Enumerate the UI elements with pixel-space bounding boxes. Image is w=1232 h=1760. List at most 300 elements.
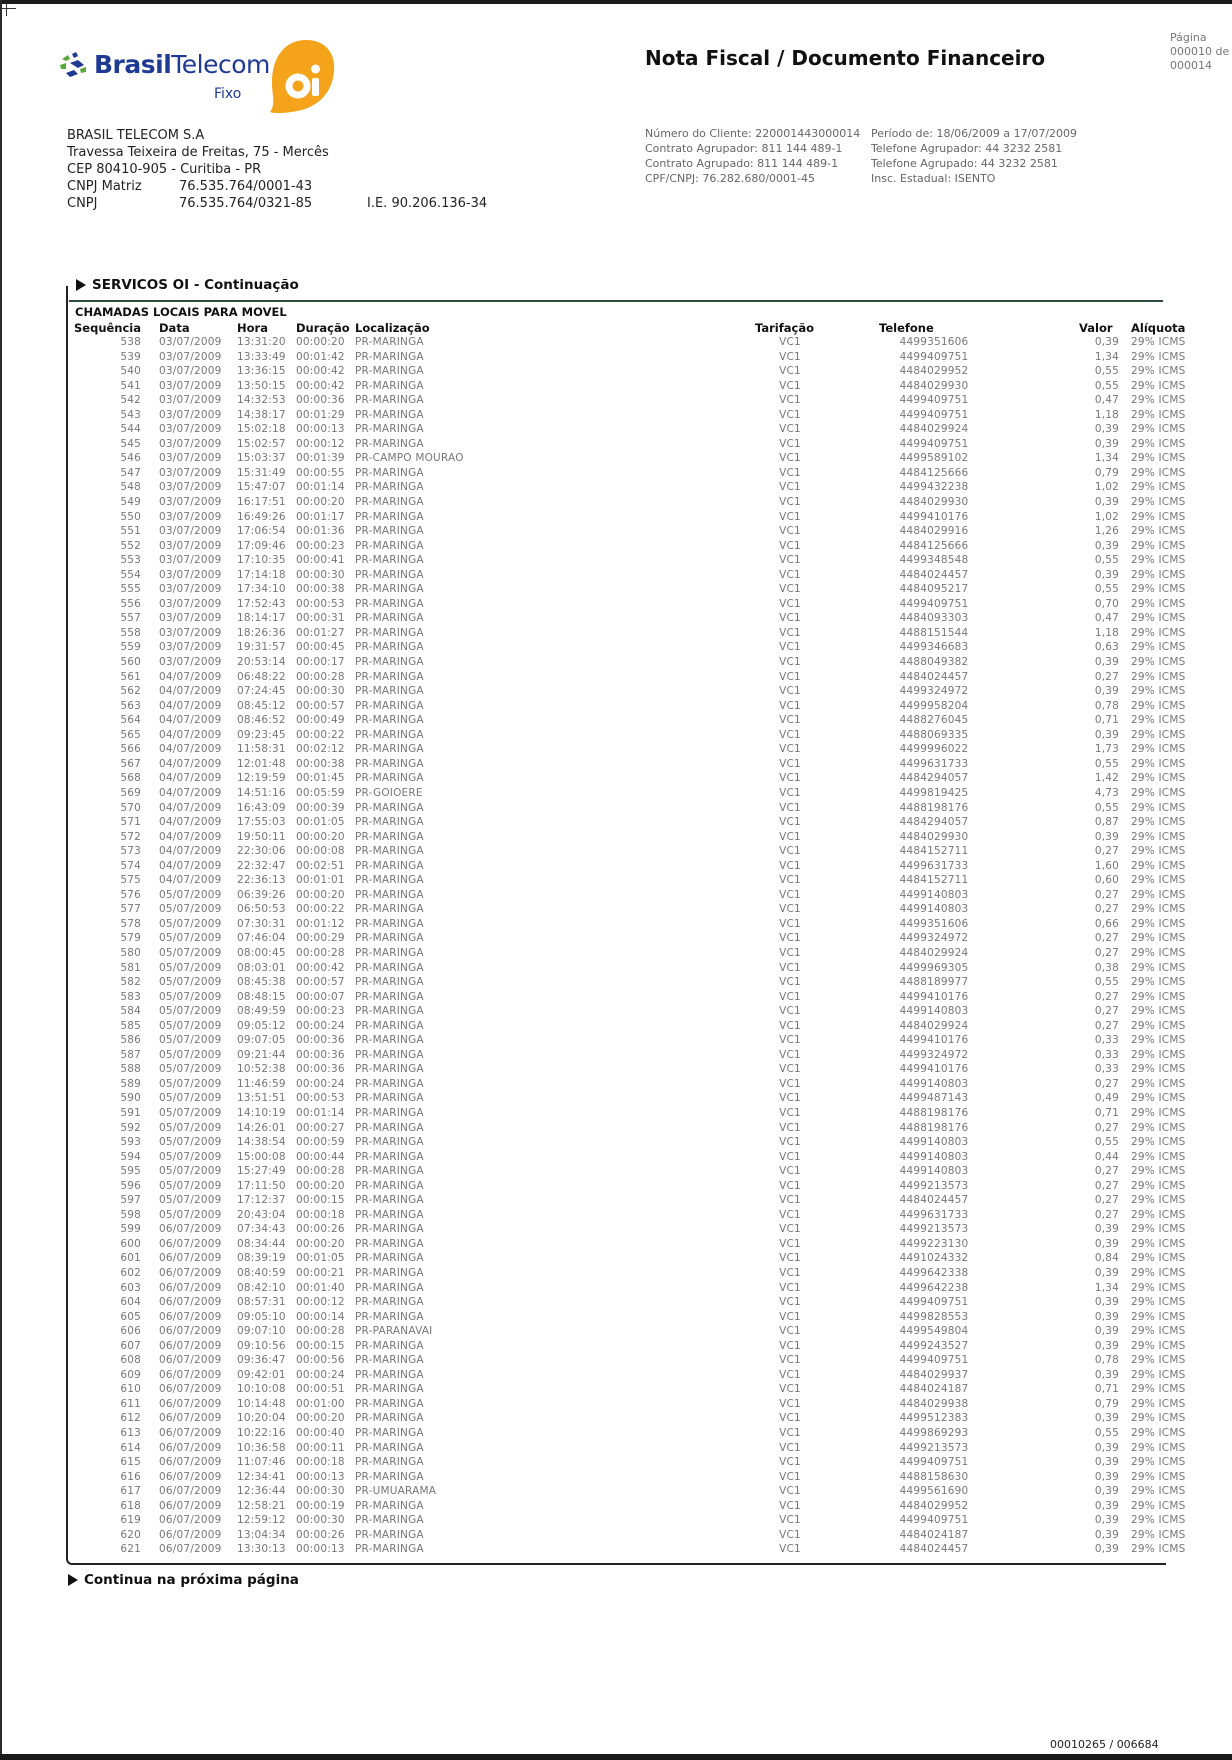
table-row bbox=[74, 582, 1201, 597]
cell-telefone: 4499631733 bbox=[899, 1208, 969, 1221]
cell-data: 03/07/2009 bbox=[159, 641, 222, 654]
cell-hora: 09:21:44 bbox=[237, 1048, 286, 1061]
cell-hora: 09:10:56 bbox=[237, 1339, 286, 1352]
cell-telefone: 4499140803 bbox=[899, 888, 969, 901]
cell-duracao: 00:01:36 bbox=[296, 525, 345, 538]
cell-duracao: 00:00:07 bbox=[296, 990, 345, 1003]
billing-period: Período de: 18/06/2009 a 17/07/2009 bbox=[871, 127, 1078, 140]
cell-aliquota: 29% ICMS bbox=[1131, 1325, 1186, 1338]
cell-tarifacao: VC1 bbox=[779, 1354, 801, 1367]
table-row bbox=[74, 626, 1201, 641]
cell-telefone: 4499409751 bbox=[899, 597, 969, 610]
cell-valor: 1,34 bbox=[1094, 1281, 1120, 1294]
cell-tarifacao: VC1 bbox=[779, 612, 801, 625]
cell-hora: 10:14:48 bbox=[237, 1397, 286, 1410]
cell-tarifacao: VC1 bbox=[779, 1339, 801, 1352]
cell-telefone: 4484029930 bbox=[899, 496, 969, 509]
cell-sequencia: 583 bbox=[120, 990, 142, 1003]
table-row bbox=[74, 1237, 1201, 1252]
cell-telefone: 4499409751 bbox=[899, 437, 969, 450]
cell-hora: 07:30:31 bbox=[237, 917, 286, 930]
cell-hora: 10:36:58 bbox=[237, 1441, 286, 1454]
cell-valor: 0,55 bbox=[1094, 757, 1120, 770]
table-row bbox=[74, 888, 1201, 903]
cell-valor: 0,55 bbox=[1094, 554, 1120, 567]
cell-telefone: 4488198176 bbox=[899, 1106, 969, 1119]
cell-localizacao: PR-MARINGA bbox=[355, 990, 424, 1003]
cell-sequencia: 539 bbox=[120, 350, 142, 363]
cell-aliquota: 29% ICMS bbox=[1131, 685, 1186, 698]
cell-data: 04/07/2009 bbox=[159, 743, 222, 756]
cell-hora: 08:39:19 bbox=[237, 1252, 286, 1265]
section-divider bbox=[69, 300, 1163, 302]
cell-telefone: 4499409751 bbox=[899, 350, 969, 363]
cell-data: 03/07/2009 bbox=[159, 365, 222, 378]
cell-tarifacao: VC1 bbox=[779, 772, 801, 785]
cell-tarifacao: VC1 bbox=[779, 859, 801, 872]
cell-sequencia: 588 bbox=[120, 1063, 142, 1076]
cell-tarifacao: VC1 bbox=[779, 408, 801, 421]
contrato-agrupador: Contrato Agrupador: 811 144 489-1 bbox=[645, 142, 843, 155]
cell-duracao: 00:01:29 bbox=[296, 408, 345, 421]
cell-valor: 0,39 bbox=[1094, 1237, 1120, 1250]
cell-valor: 1,26 bbox=[1094, 525, 1120, 538]
cell-data: 04/07/2009 bbox=[159, 845, 222, 858]
cell-aliquota: 29% ICMS bbox=[1131, 816, 1186, 829]
cell-duracao: 00:00:36 bbox=[296, 1034, 345, 1047]
cell-aliquota: 29% ICMS bbox=[1131, 830, 1186, 843]
cell-localizacao: PR-MARINGA bbox=[355, 859, 424, 872]
cell-hora: 17:09:46 bbox=[237, 539, 286, 552]
cell-aliquota: 29% ICMS bbox=[1131, 1368, 1186, 1381]
cell-valor: 0,39 bbox=[1094, 1339, 1120, 1352]
cell-data: 05/07/2009 bbox=[159, 917, 222, 930]
cell-hora: 07:46:04 bbox=[237, 932, 286, 945]
cell-duracao: 00:00:20 bbox=[296, 336, 345, 348]
cell-duracao: 00:01:12 bbox=[296, 917, 345, 930]
cnpj-matriz-label: CNPJ Matriz bbox=[67, 179, 142, 194]
table-row bbox=[74, 670, 1201, 685]
cell-aliquota: 29% ICMS bbox=[1131, 772, 1186, 785]
cell-tarifacao: VC1 bbox=[779, 888, 801, 901]
cell-telefone: 4499213573 bbox=[899, 1223, 969, 1236]
cell-telefone: 4499324972 bbox=[899, 932, 969, 945]
cnpj-matriz-row bbox=[67, 178, 487, 195]
table-row bbox=[74, 1353, 1201, 1368]
client-number: Número do Cliente: 220001443000014 bbox=[645, 127, 861, 140]
cell-aliquota: 29% ICMS bbox=[1131, 394, 1186, 407]
cell-valor: 0,44 bbox=[1094, 1150, 1120, 1163]
cell-sequencia: 575 bbox=[120, 874, 142, 887]
cell-sequencia: 590 bbox=[120, 1092, 142, 1105]
cell-tarifacao: VC1 bbox=[779, 437, 801, 450]
cell-data: 03/07/2009 bbox=[159, 496, 222, 509]
cell-valor: 0,27 bbox=[1094, 845, 1120, 858]
cell-data: 04/07/2009 bbox=[159, 859, 222, 872]
cell-sequencia: 580 bbox=[120, 946, 142, 959]
cell-data: 06/07/2009 bbox=[159, 1528, 222, 1541]
table-row bbox=[74, 510, 1201, 525]
cell-aliquota: 29% ICMS bbox=[1131, 1499, 1186, 1512]
cell-data: 03/07/2009 bbox=[159, 379, 222, 392]
cell-duracao: 00:00:14 bbox=[296, 1310, 345, 1323]
cell-telefone: 4488151544 bbox=[899, 626, 969, 639]
cell-duracao: 00:00:41 bbox=[296, 554, 345, 567]
cell-tarifacao: VC1 bbox=[779, 510, 801, 523]
cell-hora: 13:04:34 bbox=[237, 1528, 286, 1541]
cell-sequencia: 548 bbox=[120, 481, 142, 494]
cell-tarifacao: VC1 bbox=[779, 714, 801, 727]
cell-aliquota: 29% ICMS bbox=[1131, 1514, 1186, 1527]
cell-duracao: 00:00:36 bbox=[296, 394, 345, 407]
cell-data: 04/07/2009 bbox=[159, 699, 222, 712]
cell-sequencia: 573 bbox=[120, 845, 142, 858]
cell-duracao: 00:00:22 bbox=[296, 728, 345, 741]
cell-telefone: 4488049382 bbox=[899, 656, 969, 669]
cnpj-value: 76.535.764/0321-85 bbox=[179, 196, 313, 211]
cell-sequencia: 556 bbox=[120, 597, 142, 610]
cell-sequencia: 603 bbox=[120, 1281, 142, 1294]
cell-duracao: 00:00:24 bbox=[296, 1019, 345, 1032]
cell-localizacao: PR-MARINGA bbox=[355, 1019, 424, 1032]
cell-duracao: 00:00:42 bbox=[296, 365, 345, 378]
calls-table bbox=[74, 320, 1201, 1557]
cell-valor: 0,55 bbox=[1094, 1136, 1120, 1149]
cell-hora: 10:22:16 bbox=[237, 1427, 286, 1440]
cell-sequencia: 596 bbox=[120, 1179, 142, 1192]
cell-tarifacao: VC1 bbox=[779, 452, 801, 465]
cell-telefone: 4484152711 bbox=[899, 874, 969, 887]
cell-sequencia: 563 bbox=[120, 699, 142, 712]
cell-aliquota: 29% ICMS bbox=[1131, 1252, 1186, 1265]
cell-hora: 13:50:15 bbox=[237, 379, 286, 392]
cell-tarifacao: VC1 bbox=[779, 830, 801, 843]
cell-sequencia: 602 bbox=[120, 1267, 142, 1279]
cell-aliquota: 29% ICMS bbox=[1131, 917, 1186, 930]
cell-sequencia: 554 bbox=[120, 568, 142, 581]
cell-tarifacao: VC1 bbox=[779, 525, 801, 538]
cell-data: 06/07/2009 bbox=[159, 1543, 222, 1556]
cell-localizacao: PR-MARINGA bbox=[355, 1150, 424, 1163]
cell-data: 06/07/2009 bbox=[159, 1499, 222, 1512]
col-hora: Hora bbox=[237, 320, 268, 335]
cell-duracao: 00:00:59 bbox=[296, 1136, 345, 1149]
cell-telefone: 4488198176 bbox=[899, 801, 969, 814]
cell-duracao: 00:00:49 bbox=[296, 714, 345, 727]
cell-localizacao: PR-MARINGA bbox=[355, 976, 424, 989]
cell-sequencia: 550 bbox=[120, 510, 142, 523]
table-row bbox=[74, 859, 1201, 874]
cell-tarifacao: VC1 bbox=[779, 1412, 801, 1425]
cell-sequencia: 597 bbox=[120, 1194, 142, 1207]
cell-valor: 0,55 bbox=[1094, 976, 1120, 989]
table-row bbox=[74, 728, 1201, 743]
cell-hora: 12:19:59 bbox=[237, 772, 286, 785]
table-row bbox=[74, 1251, 1201, 1266]
cell-tarifacao: VC1 bbox=[779, 685, 801, 698]
cell-hora: 09:05:12 bbox=[237, 1019, 286, 1032]
cell-duracao: 00:00:36 bbox=[296, 1063, 345, 1076]
cell-tarifacao: VC1 bbox=[779, 1296, 801, 1309]
cell-sequencia: 609 bbox=[120, 1368, 142, 1381]
cell-localizacao: PR-MARINGA bbox=[355, 685, 424, 698]
cell-data: 05/07/2009 bbox=[159, 1019, 222, 1032]
cell-tarifacao: VC1 bbox=[779, 917, 801, 930]
cell-tarifacao: VC1 bbox=[779, 1165, 801, 1178]
cell-tarifacao: VC1 bbox=[779, 1121, 801, 1134]
cell-tarifacao: VC1 bbox=[779, 946, 801, 959]
cell-aliquota: 29% ICMS bbox=[1131, 336, 1186, 348]
cell-localizacao: PR-MARINGA bbox=[355, 1092, 424, 1105]
cell-sequencia: 600 bbox=[120, 1237, 142, 1250]
cell-tarifacao: VC1 bbox=[779, 423, 801, 436]
table-row bbox=[74, 1193, 1201, 1208]
cell-duracao: 00:00:39 bbox=[296, 801, 345, 814]
cell-aliquota: 29% ICMS bbox=[1131, 743, 1186, 756]
table-row bbox=[74, 1222, 1201, 1237]
cell-sequencia: 542 bbox=[120, 394, 142, 407]
triangle-right-icon bbox=[76, 279, 86, 291]
cell-data: 06/07/2009 bbox=[159, 1267, 222, 1279]
cell-telefone: 4484093303 bbox=[899, 612, 969, 625]
cell-localizacao: PR-MARINGA bbox=[355, 626, 424, 639]
cell-aliquota: 29% ICMS bbox=[1131, 1106, 1186, 1119]
cell-data: 06/07/2009 bbox=[159, 1412, 222, 1425]
cell-duracao: 00:02:12 bbox=[296, 743, 345, 756]
continue-text: Continua na próxima página bbox=[84, 1572, 299, 1588]
cell-valor: 0,55 bbox=[1094, 365, 1120, 378]
cell-localizacao: PR-MARINGA bbox=[355, 1048, 424, 1061]
cell-aliquota: 29% ICMS bbox=[1131, 1223, 1186, 1236]
cell-localizacao: PR-MARINGA bbox=[355, 1470, 424, 1483]
table-row bbox=[74, 1208, 1201, 1223]
cell-sequencia: 543 bbox=[120, 408, 142, 421]
cell-duracao: 00:01:42 bbox=[296, 350, 345, 363]
cell-tarifacao: VC1 bbox=[779, 1397, 801, 1410]
cell-aliquota: 29% ICMS bbox=[1131, 699, 1186, 712]
cell-telefone: 4499631733 bbox=[899, 859, 969, 872]
cell-data: 06/07/2009 bbox=[159, 1237, 222, 1250]
cell-data: 04/07/2009 bbox=[159, 757, 222, 770]
cell-aliquota: 29% ICMS bbox=[1131, 1470, 1186, 1483]
cell-tarifacao: VC1 bbox=[779, 1208, 801, 1221]
cell-valor: 0,39 bbox=[1094, 728, 1120, 741]
cell-telefone: 4499213573 bbox=[899, 1441, 969, 1454]
cell-localizacao: PR-MARINGA bbox=[355, 917, 424, 930]
table-row bbox=[74, 655, 1201, 670]
table-row bbox=[74, 1295, 1201, 1310]
cell-localizacao: PR-MARINGA bbox=[355, 1499, 424, 1512]
cell-sequencia: 599 bbox=[120, 1223, 142, 1236]
table-row bbox=[74, 350, 1201, 365]
cell-valor: 0,39 bbox=[1094, 568, 1120, 581]
crop-mark bbox=[2, 8, 16, 9]
cell-tarifacao: VC1 bbox=[779, 816, 801, 829]
cell-telefone: 4499324972 bbox=[899, 685, 969, 698]
cell-data: 05/07/2009 bbox=[159, 1005, 222, 1018]
cell-sequencia: 606 bbox=[120, 1325, 142, 1338]
cell-aliquota: 29% ICMS bbox=[1131, 1267, 1186, 1279]
cell-telefone: 4484024187 bbox=[899, 1528, 969, 1541]
cell-duracao: 00:00:08 bbox=[296, 845, 345, 858]
cell-duracao: 00:01:05 bbox=[296, 1252, 345, 1265]
cell-sequencia: 605 bbox=[120, 1310, 142, 1323]
cell-duracao: 00:00:21 bbox=[296, 1267, 345, 1279]
cell-sequencia: 567 bbox=[120, 757, 142, 770]
cell-tarifacao: VC1 bbox=[779, 801, 801, 814]
crop-mark bbox=[6, 2, 7, 16]
table-row bbox=[74, 1382, 1201, 1397]
cell-hora: 17:14:18 bbox=[237, 568, 286, 581]
cell-localizacao: PR-MARINGA bbox=[355, 1136, 424, 1149]
cell-localizacao: PR-PARANAVAI bbox=[355, 1325, 433, 1338]
table-row bbox=[74, 437, 1201, 452]
cell-telefone: 4499561690 bbox=[899, 1485, 969, 1498]
cell-localizacao: PR-MARINGA bbox=[355, 772, 424, 785]
cell-hora: 12:58:21 bbox=[237, 1499, 286, 1512]
cell-valor: 0,38 bbox=[1094, 961, 1120, 974]
cell-tarifacao: VC1 bbox=[779, 1310, 801, 1323]
cell-aliquota: 29% ICMS bbox=[1131, 1092, 1186, 1105]
cell-valor: 0,39 bbox=[1094, 1310, 1120, 1323]
cell-telefone: 4499409751 bbox=[899, 1456, 969, 1469]
brand-sub: Fixo bbox=[214, 86, 242, 102]
table-row bbox=[74, 815, 1201, 830]
cell-duracao: 00:00:28 bbox=[296, 1165, 345, 1178]
cell-data: 06/07/2009 bbox=[159, 1441, 222, 1454]
cell-aliquota: 29% ICMS bbox=[1131, 539, 1186, 552]
cell-localizacao: PR-MARINGA bbox=[355, 932, 424, 945]
cell-tarifacao: VC1 bbox=[779, 699, 801, 712]
table-row bbox=[74, 931, 1201, 946]
cell-localizacao: PR-MARINGA bbox=[355, 757, 424, 770]
cell-duracao: 00:01:45 bbox=[296, 772, 345, 785]
cell-aliquota: 29% ICMS bbox=[1131, 670, 1186, 683]
table-row bbox=[74, 1455, 1201, 1470]
cell-duracao: 00:00:26 bbox=[296, 1223, 345, 1236]
cell-telefone: 4484029930 bbox=[899, 379, 969, 392]
cell-valor: 1,02 bbox=[1094, 481, 1120, 494]
cell-tarifacao: VC1 bbox=[779, 1179, 801, 1192]
cell-valor: 0,39 bbox=[1094, 1223, 1120, 1236]
table-row bbox=[74, 844, 1201, 859]
cell-data: 03/07/2009 bbox=[159, 452, 222, 465]
cell-duracao: 00:00:19 bbox=[296, 1499, 345, 1512]
cell-hora: 13:30:13 bbox=[237, 1543, 286, 1556]
cell-hora: 13:36:15 bbox=[237, 365, 286, 378]
telefone-agrupador: Telefone Agrupador: 44 3232 2581 bbox=[871, 142, 1063, 155]
cell-telefone: 4484029952 bbox=[899, 365, 969, 378]
cell-telefone: 4499348548 bbox=[899, 554, 969, 567]
cell-valor: 1,02 bbox=[1094, 510, 1120, 523]
cell-aliquota: 29% ICMS bbox=[1131, 1179, 1186, 1192]
table-row bbox=[74, 1121, 1201, 1136]
cell-data: 03/07/2009 bbox=[159, 408, 222, 421]
cell-duracao: 00:00:42 bbox=[296, 961, 345, 974]
col-localizacao: Localização bbox=[355, 320, 430, 335]
cell-telefone: 4499140803 bbox=[899, 1136, 969, 1149]
cell-valor: 0,63 bbox=[1094, 641, 1120, 654]
table-row bbox=[74, 1019, 1201, 1034]
table-row bbox=[74, 408, 1201, 423]
cell-aliquota: 29% ICMS bbox=[1131, 1165, 1186, 1178]
cell-aliquota: 29% ICMS bbox=[1131, 786, 1186, 799]
cell-tarifacao: VC1 bbox=[779, 1106, 801, 1119]
cell-hora: 11:07:46 bbox=[237, 1456, 286, 1469]
cell-aliquota: 29% ICMS bbox=[1131, 888, 1186, 901]
cell-tarifacao: VC1 bbox=[779, 1237, 801, 1250]
cell-hora: 16:17:51 bbox=[237, 496, 286, 509]
cell-localizacao: PR-MARINGA bbox=[355, 1397, 424, 1410]
cell-sequencia: 587 bbox=[120, 1048, 142, 1061]
page-label: Página bbox=[1170, 31, 1207, 44]
table-row bbox=[74, 1077, 1201, 1092]
cell-telefone: 4499409751 bbox=[899, 1354, 969, 1367]
cell-telefone: 4499140803 bbox=[899, 1165, 969, 1178]
cell-duracao: 00:00:57 bbox=[296, 699, 345, 712]
cell-telefone: 4499631733 bbox=[899, 757, 969, 770]
cell-data: 05/07/2009 bbox=[159, 1048, 222, 1061]
table-row bbox=[74, 553, 1201, 568]
cell-telefone: 4499410176 bbox=[899, 510, 969, 523]
cell-sequencia: 579 bbox=[120, 932, 142, 945]
cell-telefone: 4499589102 bbox=[899, 452, 969, 465]
cell-localizacao: PR-MARINGA bbox=[355, 612, 424, 625]
cell-localizacao: PR-MARINGA bbox=[355, 554, 424, 567]
cell-data: 06/07/2009 bbox=[159, 1383, 222, 1396]
cell-hora: 14:32:53 bbox=[237, 394, 286, 407]
cell-tarifacao: VC1 bbox=[779, 583, 801, 596]
cell-tarifacao: VC1 bbox=[779, 1019, 801, 1032]
table-row bbox=[74, 699, 1201, 714]
table-row bbox=[74, 1091, 1201, 1106]
table-row bbox=[74, 1106, 1201, 1121]
cell-duracao: 00:00:30 bbox=[296, 685, 345, 698]
cell-aliquota: 29% ICMS bbox=[1131, 583, 1186, 596]
scan-edge-top bbox=[0, 0, 1232, 4]
cell-data: 03/07/2009 bbox=[159, 336, 222, 348]
cell-localizacao: PR-MARINGA bbox=[355, 1237, 424, 1250]
cell-localizacao: PR-MARINGA bbox=[355, 350, 424, 363]
cell-valor: 0,55 bbox=[1094, 801, 1120, 814]
table-row bbox=[74, 393, 1201, 408]
cell-aliquota: 29% ICMS bbox=[1131, 568, 1186, 581]
cell-sequencia: 561 bbox=[120, 670, 142, 683]
cell-hora: 22:32:47 bbox=[237, 859, 286, 872]
col-telefone: Telefone bbox=[879, 320, 934, 335]
cell-sequencia: 566 bbox=[120, 743, 142, 756]
cell-duracao: 00:00:36 bbox=[296, 1048, 345, 1061]
cell-hora: 10:20:04 bbox=[237, 1412, 286, 1425]
cell-sequencia: 592 bbox=[120, 1121, 142, 1134]
cell-localizacao: PR-GOIOERE bbox=[355, 786, 423, 799]
table-row bbox=[74, 1339, 1201, 1354]
cell-telefone: 4499351606 bbox=[899, 336, 969, 348]
cell-duracao: 00:00:38 bbox=[296, 757, 345, 770]
cell-hora: 07:34:43 bbox=[237, 1223, 286, 1236]
cell-tarifacao: VC1 bbox=[779, 597, 801, 610]
cell-telefone: 4499409751 bbox=[899, 1296, 969, 1309]
cell-duracao: 00:00:30 bbox=[296, 1485, 345, 1498]
subsection-title: CHAMADAS LOCAIS PARA MOVEL bbox=[75, 305, 287, 319]
cell-valor: 0,39 bbox=[1094, 830, 1120, 843]
cell-aliquota: 29% ICMS bbox=[1131, 1296, 1186, 1309]
cell-sequencia: 620 bbox=[120, 1528, 142, 1541]
cell-tarifacao: VC1 bbox=[779, 1150, 801, 1163]
cell-sequencia: 546 bbox=[120, 452, 142, 465]
cell-valor: 0,39 bbox=[1094, 1325, 1120, 1338]
cell-aliquota: 29% ICMS bbox=[1131, 466, 1186, 479]
